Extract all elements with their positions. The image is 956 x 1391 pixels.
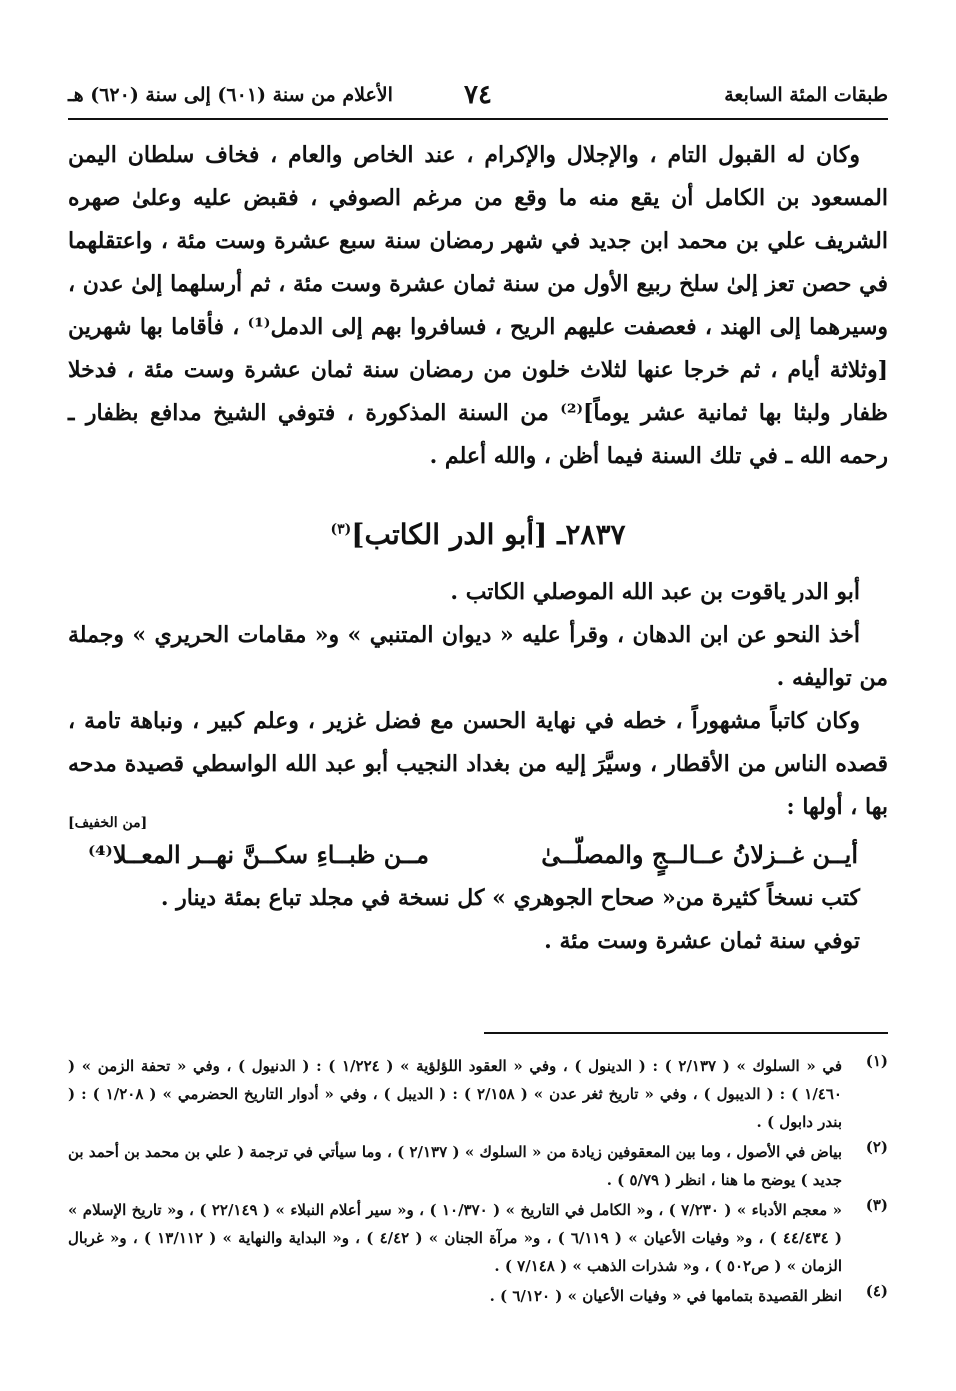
poem-verse — [68, 833, 888, 877]
entry-paragraph: أبو الدر ياقوت بن عبد الله الموصلي الكاتب . — [450, 579, 860, 605]
footnotes — [68, 1052, 888, 1312]
footnote — [68, 1196, 888, 1280]
footnote — [68, 1282, 888, 1310]
footnote-text: في « السلوك » ( ٢/١٣٧ ) : ( الدينول ) ، وفي « العقود اللؤلؤية » ( ١/٢٢٤ ) : ( الدنيول ) ، وفي « تحفة الزمن » ( ١/٤٦٠ ) : ( الديبول ) ، وفي « تاريخ ثغر عدن » ( ٢/١٥٨ ) : ( الديبل ) ، وفي « أدوار التاريخ الحضرمي » ( ١/٢٠٨ ) : ( بندر دابول ) . — [68, 1057, 843, 1131]
footnote — [68, 1052, 888, 1136]
footnote-number: (٣) — [865, 1196, 888, 1214]
entry-heading — [68, 518, 888, 551]
entry-paragraph: وكان كاتباً مشهوراً ، خطه في نهاية الحسن مع فضل غزير ، وعلم كبير ، ونباهة تامة ، قصده الناس من الأقطار ، وسيَّرَ إليه من بغداد النجيب أبو عبد الله الواسطي قصيدة مدحه بها ، أولها : — [68, 708, 888, 820]
entry-paragraph: توفي سنة ثمان عشرة وست مئة . — [544, 928, 860, 954]
page-number: ٧٤ — [464, 80, 492, 110]
footnote-number: (٤) — [865, 1282, 888, 1300]
continued-paragraph: وكان له القبول التام ، والإجلال والإكرام ، عند الخاص والعام ، فخاف سلطان اليمن المسعود بن الكامل أن يقع منه ما وقع من مرغم الصوفي ، فقبض عليه وعلىٰ صهره الشريف علي بن محمد ابن جديد في شهر رمضان سنة سبع عشرة وست مئة ، واعتقلهما في حصن تعز إلىٰ سلخ ربيع الأول من سنة ثمان عشرة وست مئة ، ثم أرسلهما إلىٰ عدن ، وسيرهما إلى الهند ، فعصفت عليهم الريح ، فسافروا بهم إلى الدمل⁽¹⁾ ، فأقاما بها شهرين [وثلاثة أيام ، ثم خرجا عنها لثلاث خلون من رمضان سنة ثمان عشرة وست مئة ، فدخلا ظفار ولبثا بها ثمانية عشر يوماً]⁽²⁾ من السنة المذكورة ، فتوفي الشيخ مدافع بظفار ـ رحمه الله ـ في تلك السنة فيما أظن ، والله أعلم . — [68, 142, 888, 469]
footnote-text: بياض في الأصول ، وما بين المعقوفين زيادة من « السلوك » ( ٢/١٣٧ ) ، وما سيأتي في ترجمة ( علي بن محمد بن أحمد بن جديد ) يوضح ما هنا ، انظر ( ٥/٧٩ ) . — [68, 1143, 842, 1189]
header-book-title: طبقات المئة السابعة — [724, 84, 888, 106]
poem-meter-label: [من الخفيف] — [68, 815, 148, 831]
entry-paragraph: أخذ النحو عن ابن الدهان ، وقرأ عليه « ديوان المتنبي » و« مقامات الحريري » وجملة من تواليفه . — [68, 622, 888, 691]
entry-heading-note: (٣) — [330, 521, 352, 538]
footnote-number: (١) — [865, 1052, 888, 1070]
entry-paragraph: كتب نسخاً كثيرة من« صحاح الجوهري » كل نسخة في مجلد تباع بمئة دينار . — [160, 885, 860, 911]
footnote-text: انظر القصيدة بتمامها في « وفيات الأعيان » ( ٦/١٢٠ ) . — [489, 1287, 842, 1305]
verse-second-hemistich: مــن ظبــاءِ سكــنَّ نهــر المعــلا⁽⁴⁾ — [88, 840, 429, 869]
footnote-text: « معجم الأدباء » ( ٧/٢٣٠ ) ، و« الكامل في التاريخ » ( ١٠/٣٧٠ ) ، و« سير أعلام النبلاء » ( ٢٢/١٤٩ ) ، و« تاريخ الإسلام » ( ٤٤/٤٣٤ ) ، و« وفيات الأعيان » ( ٦/١١٩ ) ، و« مرآة الجنان » ( ٤/٤٢ ) ، و« البداية والنهاية » ( ١٣/١١٢ ) ، و« غربال الزمان » ( ص٥٠٢ ) ، و« شذرات الذهب » ( ٧/١٤٨ ) . — [68, 1201, 842, 1275]
footnote-divider — [484, 1032, 888, 1034]
footnote — [68, 1138, 888, 1194]
header-divider — [68, 118, 888, 120]
footnote-number: (٢) — [865, 1138, 888, 1156]
main-text — [68, 134, 888, 963]
entry-heading-text: ٢٨٣٧ـ [أبو الدر الكاتب] — [351, 518, 626, 551]
verse-first-hemistich: أيــن غــزلانُ عــالــجٍ والمصلّــىٰ — [541, 840, 858, 869]
header-section-range: الأعلام من سنة (٦٠١) إلى سنة (٦٢٠) هـ — [68, 84, 393, 106]
running-header — [68, 80, 888, 114]
